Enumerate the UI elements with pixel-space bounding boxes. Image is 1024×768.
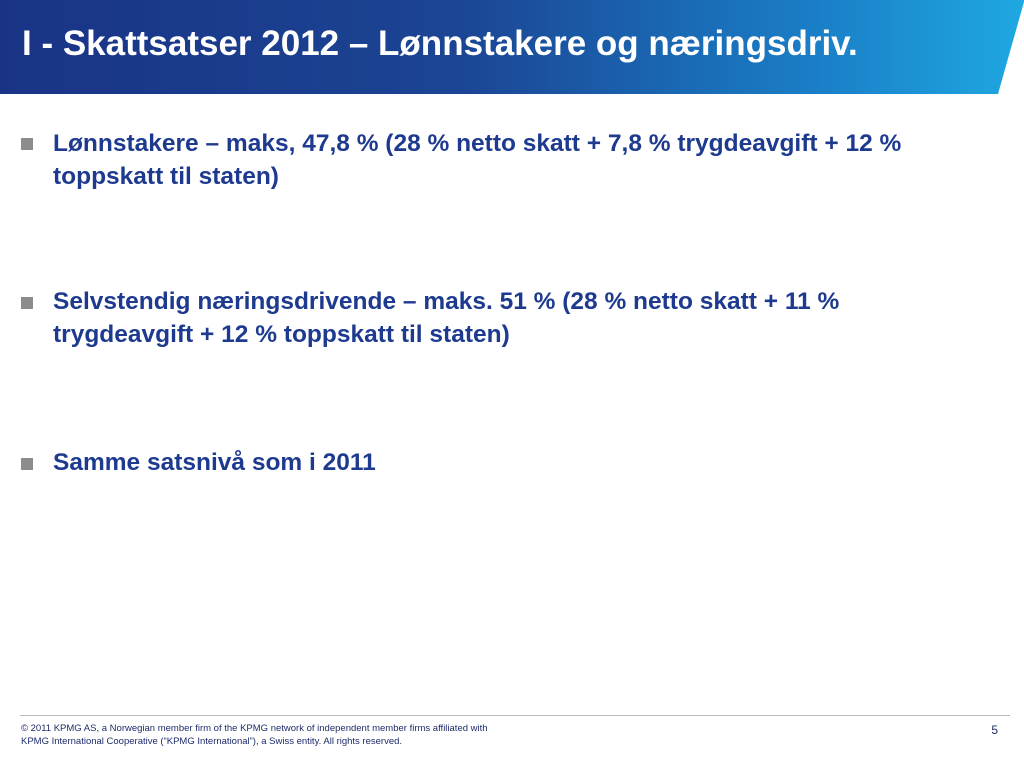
bullet-square-icon: [21, 138, 33, 150]
slide-title: I - Skattsatser 2012 – Lønnstakere og næringsdriv.: [22, 24, 858, 63]
bullet-text: Lønnstakere – maks, 47,8 % (28 % netto skatt + 7,8 % trygdeavgift + 12 % toppskatt til staten): [53, 130, 902, 190]
page-number: 5: [991, 723, 998, 737]
bullet-text: Samme satsnivå som i 2011: [53, 449, 376, 476]
copyright-line: © 2011 KPMG AS, a Norwegian member firm of the KPMG network of independent member firms affiliated with: [21, 723, 488, 734]
bullet-text: Selvstendig næringsdrivende – maks. 51 % (28 % netto skatt + 11 % trygdeavgift + 12 % toppskatt til staten): [53, 288, 840, 348]
footer-copyright: [21, 723, 621, 748]
footer-divider: [20, 715, 1010, 716]
bullet-square-icon: [21, 458, 33, 470]
bullet-square-icon: [21, 297, 33, 309]
copyright-line: KPMG International Cooperative (“KPMG International”), a Swiss entity. All rights reserved.: [21, 735, 403, 747]
title-banner: [0, 0, 1024, 94]
